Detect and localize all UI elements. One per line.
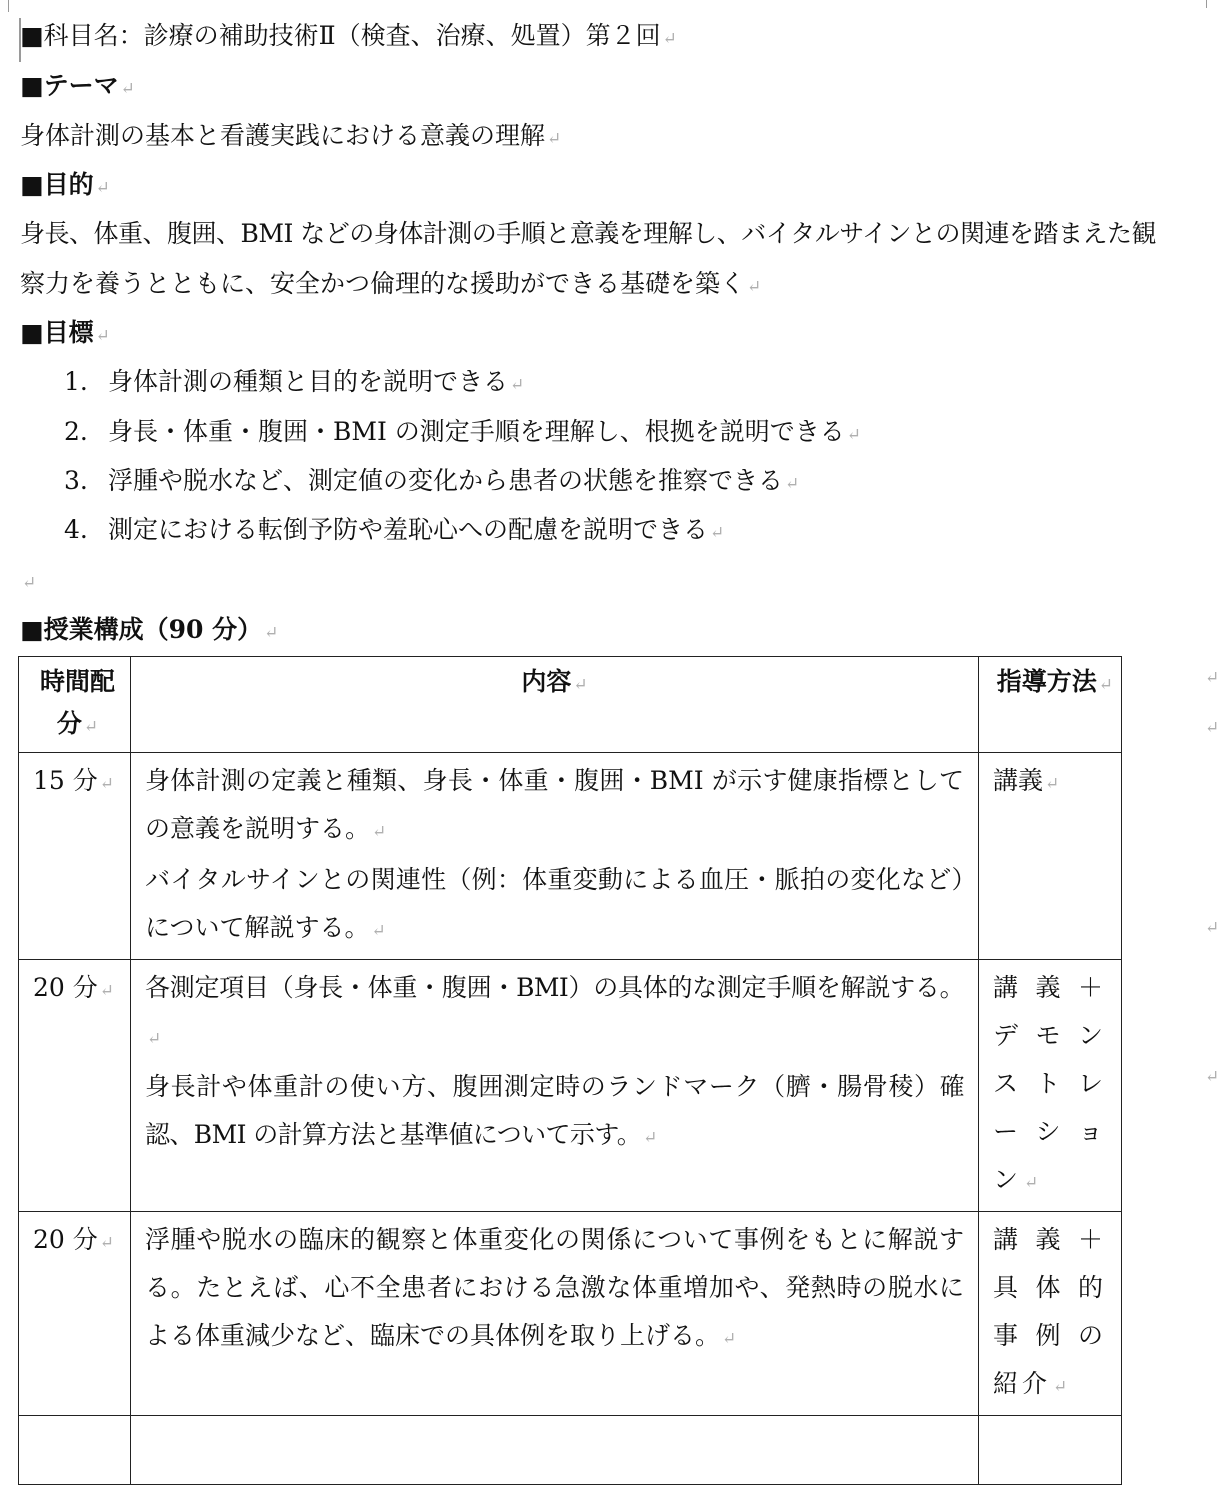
cell-mark-icon: ↵ xyxy=(1024,1173,1043,1193)
paragraph-mark-icon: ↵ xyxy=(22,573,37,593)
content-paragraph: 身長計や体重計の使い方、腹囲測定時のランドマーク（臍・腸骨稜）確認、BMI の計算方法と基準値について示す。 ↵ xyxy=(145,1072,964,1149)
time-cell[interactable] xyxy=(19,1416,131,1485)
cell-mark-icon: ↵ xyxy=(83,717,99,737)
content-paragraph: 各測定項目（身長・体重・腹囲・BMI）の具体的な測定手順を解説する。↵ xyxy=(145,973,964,1049)
goal-item[interactable]: 1. 身体計測の種類と目的を説明できる ↵ xyxy=(64,367,525,396)
structure-heading[interactable]: ■授業構成（90 分） ↵ xyxy=(20,615,279,644)
purpose-line-2[interactable]: 察力を養うとともに、安全かつ倫理的な援助ができる基礎を築く ↵ xyxy=(20,269,762,298)
content-paragraph: バイタルサインとの関連性（例：体重変動による血圧・脈拍の変化など）について解説する。 ↵ xyxy=(145,865,964,942)
course-title[interactable]: ■科目名：診療の補助技術Ⅱ（検査、治療、処置）第２回 ↵ xyxy=(20,21,677,50)
table-row xyxy=(19,1212,1122,1416)
crop-mark xyxy=(8,0,9,12)
goal-item[interactable]: 4. 測定における転倒予防や羞恥心への配慮を説明できる ↵ xyxy=(64,515,725,544)
time-cell[interactable]: 20 分 ↵ xyxy=(19,960,131,1212)
column-header-time[interactable]: 時間配分 ↵ xyxy=(19,657,131,753)
paragraph-mark-icon: ↵ xyxy=(662,29,677,49)
time-cell[interactable]: 15 分 ↵ xyxy=(19,753,131,960)
paragraph-mark-icon: ↵ xyxy=(120,79,135,99)
paragraph-mark-icon: ↵ xyxy=(372,822,387,842)
lesson-structure-table xyxy=(18,656,1122,1485)
cell-mark-icon: ↵ xyxy=(1045,774,1060,794)
table-row xyxy=(19,753,1122,960)
table-row xyxy=(19,1416,1122,1485)
content-cell[interactable] xyxy=(131,753,979,960)
row-end-mark-icon: ↵ xyxy=(1205,918,1219,938)
cell-mark-icon: ↵ xyxy=(99,1233,115,1253)
cell-mark-icon: ↵ xyxy=(643,1128,657,1148)
paragraph-mark-icon: ↵ xyxy=(846,425,862,445)
theme-heading[interactable]: ■テーマ ↵ xyxy=(20,71,135,100)
row-end-mark-icon: ↵ xyxy=(1205,1067,1219,1087)
cell-mark-icon: ↵ xyxy=(1098,675,1113,695)
cell-mark-icon: ↵ xyxy=(722,1329,737,1349)
content-cell[interactable] xyxy=(131,1212,979,1416)
purpose-heading[interactable]: ■目的 ↵ xyxy=(20,170,110,199)
paragraph-mark-icon: ↵ xyxy=(510,375,525,395)
column-header-method[interactable]: 指導方法 ↵ xyxy=(979,657,1122,753)
column-header-content[interactable]: 内容 ↵ xyxy=(131,657,979,753)
row-end-mark-icon: ↵ xyxy=(1205,668,1219,688)
paragraph-mark-icon: ↵ xyxy=(147,1029,161,1049)
table-header-row xyxy=(19,657,1122,753)
cell-mark-icon: ↵ xyxy=(99,774,115,794)
cell-mark-icon: ↵ xyxy=(1053,1377,1072,1397)
method-cell[interactable]: 講義＋デモンストレーション ↵ xyxy=(979,960,1122,1212)
cell-mark-icon: ↵ xyxy=(573,675,588,695)
crop-mark xyxy=(1206,0,1207,8)
purpose-line-1[interactable]: 身長、体重、腹囲、BMI などの身体計測の手順と意義を理解し、バイタルサインとの関連を踏まえた観 xyxy=(20,219,1157,248)
content-paragraph: 浮腫や脱水の臨床的観察と体重変化の関係について事例をもとに解説する。たとえば、心不全患者における急激な体重増加や、発熱時の脱水による体重減少など、臨床での具体例を取り上げる。 ↵ xyxy=(145,1225,964,1350)
theme-text[interactable]: 身体計測の基本と看護実践における意義の理解 ↵ xyxy=(20,121,562,150)
goals-heading[interactable]: ■目標 ↵ xyxy=(20,318,110,347)
paragraph-mark-icon: ↵ xyxy=(264,623,279,643)
content-paragraph: 身体計測の定義と種類、身長・体重・腹囲・BMI が示す健康指標としての意義を説明する。 ↵ xyxy=(145,766,964,843)
table-row xyxy=(19,960,1122,1212)
paragraph-mark-icon: ↵ xyxy=(547,129,562,149)
cell-mark-icon: ↵ xyxy=(371,921,386,941)
paragraph-mark-icon: ↵ xyxy=(95,178,110,198)
goal-item[interactable]: 2. 身長・体重・腹囲・BMI の測定手順を理解し、根拠を説明できる ↵ xyxy=(64,417,862,446)
goal-item[interactable]: 3. 浮腫や脱水など、測定値の変化から患者の状態を推察できる ↵ xyxy=(64,466,800,495)
paragraph-mark-icon: ↵ xyxy=(710,523,725,543)
row-end-mark-icon: ↵ xyxy=(1205,718,1219,738)
content-cell[interactable] xyxy=(131,960,979,1212)
time-cell[interactable]: 20 分 ↵ xyxy=(19,1212,131,1416)
paragraph-mark-icon: ↵ xyxy=(95,326,110,346)
method-cell[interactable]: 講義＋具体的事例の紹介 ↵ xyxy=(979,1212,1122,1416)
paragraph-mark-icon: ↵ xyxy=(785,474,800,494)
method-cell[interactable]: 講義 ↵ xyxy=(979,753,1122,960)
empty-paragraph[interactable] xyxy=(20,562,36,601)
cell-mark-icon: ↵ xyxy=(99,981,115,1001)
method-cell[interactable] xyxy=(979,1416,1122,1485)
content-cell[interactable] xyxy=(131,1416,979,1485)
paragraph-mark-icon: ↵ xyxy=(747,277,762,297)
